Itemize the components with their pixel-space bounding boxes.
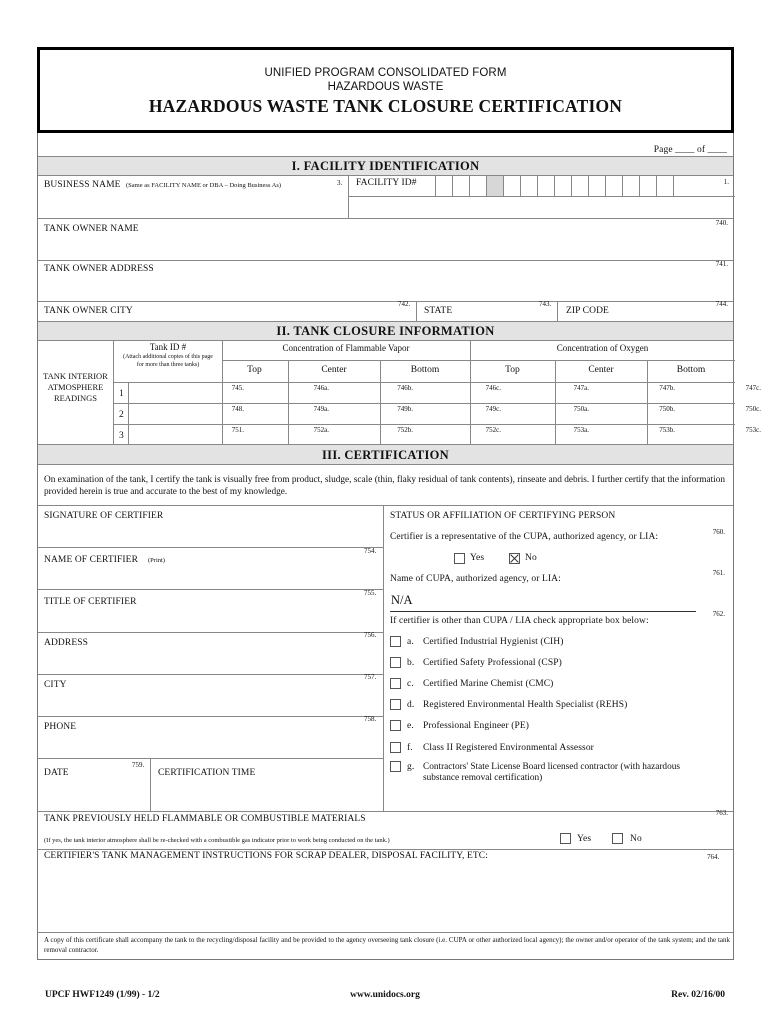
zip-code-label: ZIP CODE [566,306,609,316]
table-row: 1 745. 746a. 746b. 746c. 747a. 747b. 747c. [119,384,761,399]
status-title: STATUS OR AFFILIATION OF CERTIFYING PERSON [390,511,616,521]
certification-statement: On examination of the tank, I certify the tank is visually free from product, sludge, scale (thin, flaky residual of tank contents), rinseate and debris. I further certify that the information provided herein is true and accurate to the best of my knowledge. [44,475,726,497]
table-row: 2 748. 749a. 749b. 749c. 750a. 750b. 750c. [119,405,761,420]
option-cmc-checkbox[interactable] [390,678,401,689]
cupa-rep-yes-checkbox[interactable] [454,553,465,564]
date-label: DATE [44,768,69,778]
instructions-field[interactable] [38,850,735,933]
cupa-name-value: N/A [391,593,413,607]
option-pe[interactable]: e. Professional Engineer (PE) [390,720,730,735]
option-csp[interactable]: b. Certified Safety Professional (CSP) [390,657,730,672]
option-csp-checkbox[interactable] [390,657,401,668]
instructions-label: CERTIFIER'S TANK MANAGEMENT INSTRUCTIONS FOR SCRAP DEALER, DISPOSAL FACILITY, ETC: [44,851,488,861]
cupa-rep-num: 760. [712,528,725,536]
cupa-name-num: 761. [712,569,725,577]
state-label: STATE [424,306,453,316]
tank-id-label: Tank ID # [149,342,187,352]
name-field[interactable] [38,548,383,589]
title-label: TITLE OF CERTIFIER [44,597,137,607]
other-label: If certifier is other than CUPA / LIA check appropriate box below: [390,616,649,626]
prev-held-no-label: No [630,834,642,844]
owner-address-num: 741. [715,260,728,268]
form-header [37,47,734,133]
owner-name-field[interactable] [38,219,735,260]
certification-time-field[interactable] [150,759,383,810]
col-oxygen-center: Center [588,365,614,375]
copy-note: A copy of this certificate shall accompany the tank to the recycling/disposal facility and be provided to the agency overseeing tank closure (i.e. CUPA or other authorized local agency); the owner and/or operator of the tank system; and the tank removal contractor. [44,936,730,954]
prev-held-note: (If yes, the tank interior atmosphere shall be re-checked with a combustible gas indicator prior to work being conducted on the tank.) [44,837,390,844]
address-field[interactable] [38,633,383,674]
vapor-group-header: Concentration of Flammable Vapor [282,343,410,353]
instructions-num: 764. [707,853,720,861]
cupa-rep-label: Certifier is a representative of the CUPA, authorized agency, or LIA: [390,532,659,542]
option-pe-checkbox[interactable] [390,720,401,731]
header-line1: UNIFIED PROGRAM CONSOLIDATED FORM [264,67,507,79]
prev-held-yes-label: Yes [577,834,592,844]
signature-label: SIGNATURE OF CERTIFIER [44,511,164,521]
cupa-name-label: Name of CUPA, authorized agency, or LIA: [390,574,561,584]
tank-interior-label: TANK INTERIOR ATMOSPHERE READINGS [43,371,108,403]
name-num: 754. [364,547,377,555]
col-oxygen-bottom: Bottom [676,365,706,375]
prev-held-label: TANK PREVIOUSLY HELD FLAMMABLE OR COMBUSTIBLE MATERIALS [44,814,366,824]
facility-id-num: 1. [723,178,729,186]
name-label: NAME OF CERTIFIER [44,555,139,565]
page-label: Page ____ of ____ [653,145,727,155]
header-line2: HAZARDOUS WASTE [327,81,444,93]
owner-address-label: TANK OWNER ADDRESS [44,264,154,274]
prev-held-num: 763. [715,809,728,817]
option-cslb[interactable]: g. Contractors' State License Board licensed contractor (with hazardous substance removal certification) [390,761,730,789]
col-vapor-bottom: Bottom [410,365,440,375]
option-cmc[interactable]: c. Certified Marine Chemist (CMC) [390,678,730,693]
business-name-label: BUSINESS NAME [44,180,121,190]
footer-url: www.unidocs.org [350,990,420,1000]
city-field[interactable] [38,675,383,716]
col-vapor-top: Top [247,365,262,375]
phone-label: PHONE [44,722,77,732]
tank-id-note: (Attach additional copies of this page for more than three tanks) [123,354,213,368]
facility-id-label: FACILITY ID# [356,178,417,188]
prev-held-no-checkbox[interactable] [612,833,623,844]
tank-id-header [114,342,222,369]
state-num: 743. [539,300,552,308]
zip-code-field[interactable] [557,302,735,321]
address-label: ADDRESS [44,638,88,648]
owner-city-num: 742. [398,300,411,308]
option-rea-checkbox[interactable] [390,742,401,753]
state-field[interactable] [416,302,557,321]
title-num: 755. [364,589,377,597]
facility-id-field[interactable] [348,176,735,196]
option-cslb-checkbox[interactable] [390,761,401,772]
cupa-rep-yes-label: Yes [470,553,485,563]
table-row: 3 751. 752a. 752b. 752c. 753a. 753b. 753c. [119,426,761,441]
city-num: 757. [364,673,377,681]
business-name-note: (Same as FACILITY NAME or DBA – Doing Business As) [126,182,282,189]
option-cih-checkbox[interactable] [390,636,401,647]
section3-title: III. CERTIFICATION [322,448,449,462]
signature-field[interactable] [38,506,383,547]
cupa-name-input[interactable] [390,592,696,612]
oxygen-group-header: Concentration of Oxygen [556,343,649,353]
phone-num: 758. [364,715,377,723]
form-title: HAZARDOUS WASTE TANK CLOSURE CERTIFICATION [148,96,623,116]
phone-field[interactable] [38,717,383,758]
option-rea[interactable]: f. Class II Registered Environmental Assessor [390,742,730,757]
option-rehs-checkbox[interactable] [390,699,401,710]
col-vapor-center: Center [321,365,347,375]
section2-title: II. TANK CLOSURE INFORMATION [276,324,495,338]
footer-form-id: UPCF HWF1249 (1/99) - 1/2 [45,990,160,1000]
cupa-rep-no-checkbox[interactable] [509,553,520,564]
business-name-field[interactable] [38,176,348,218]
name-note: (Print) [148,557,165,564]
address-num: 756. [364,631,377,639]
owner-name-num: 740. [715,219,728,227]
prev-held-yes-checkbox[interactable] [560,833,571,844]
certification-time-label: CERTIFICATION TIME [158,768,256,778]
option-rehs[interactable]: d. Registered Environmental Health Specialist (REHS) [390,699,730,714]
col-oxygen-top: Top [505,365,520,375]
prev-held-field [38,809,735,851]
cupa-rep-no-label: No [525,553,537,563]
date-num: 759. [132,761,145,769]
owner-name-label: TANK OWNER NAME [44,224,139,234]
date-field[interactable] [38,759,150,810]
business-name-num: 3. [337,179,343,187]
city-label: CITY [44,680,67,690]
form-body [37,133,761,960]
option-cih[interactable]: a. Certified Industrial Hygienist (CIH) [390,636,730,651]
title-field[interactable] [38,590,383,632]
section1-title: I. FACILITY IDENTIFICATION [291,159,480,173]
owner-city-label: TANK OWNER CITY [44,306,133,316]
owner-city-field[interactable] [38,302,416,321]
owner-address-field[interactable] [38,261,735,301]
other-num: 762. [712,610,725,618]
footer-revision: Rev. 02/16/00 [671,990,725,1000]
zip-code-num: 744. [715,300,728,308]
